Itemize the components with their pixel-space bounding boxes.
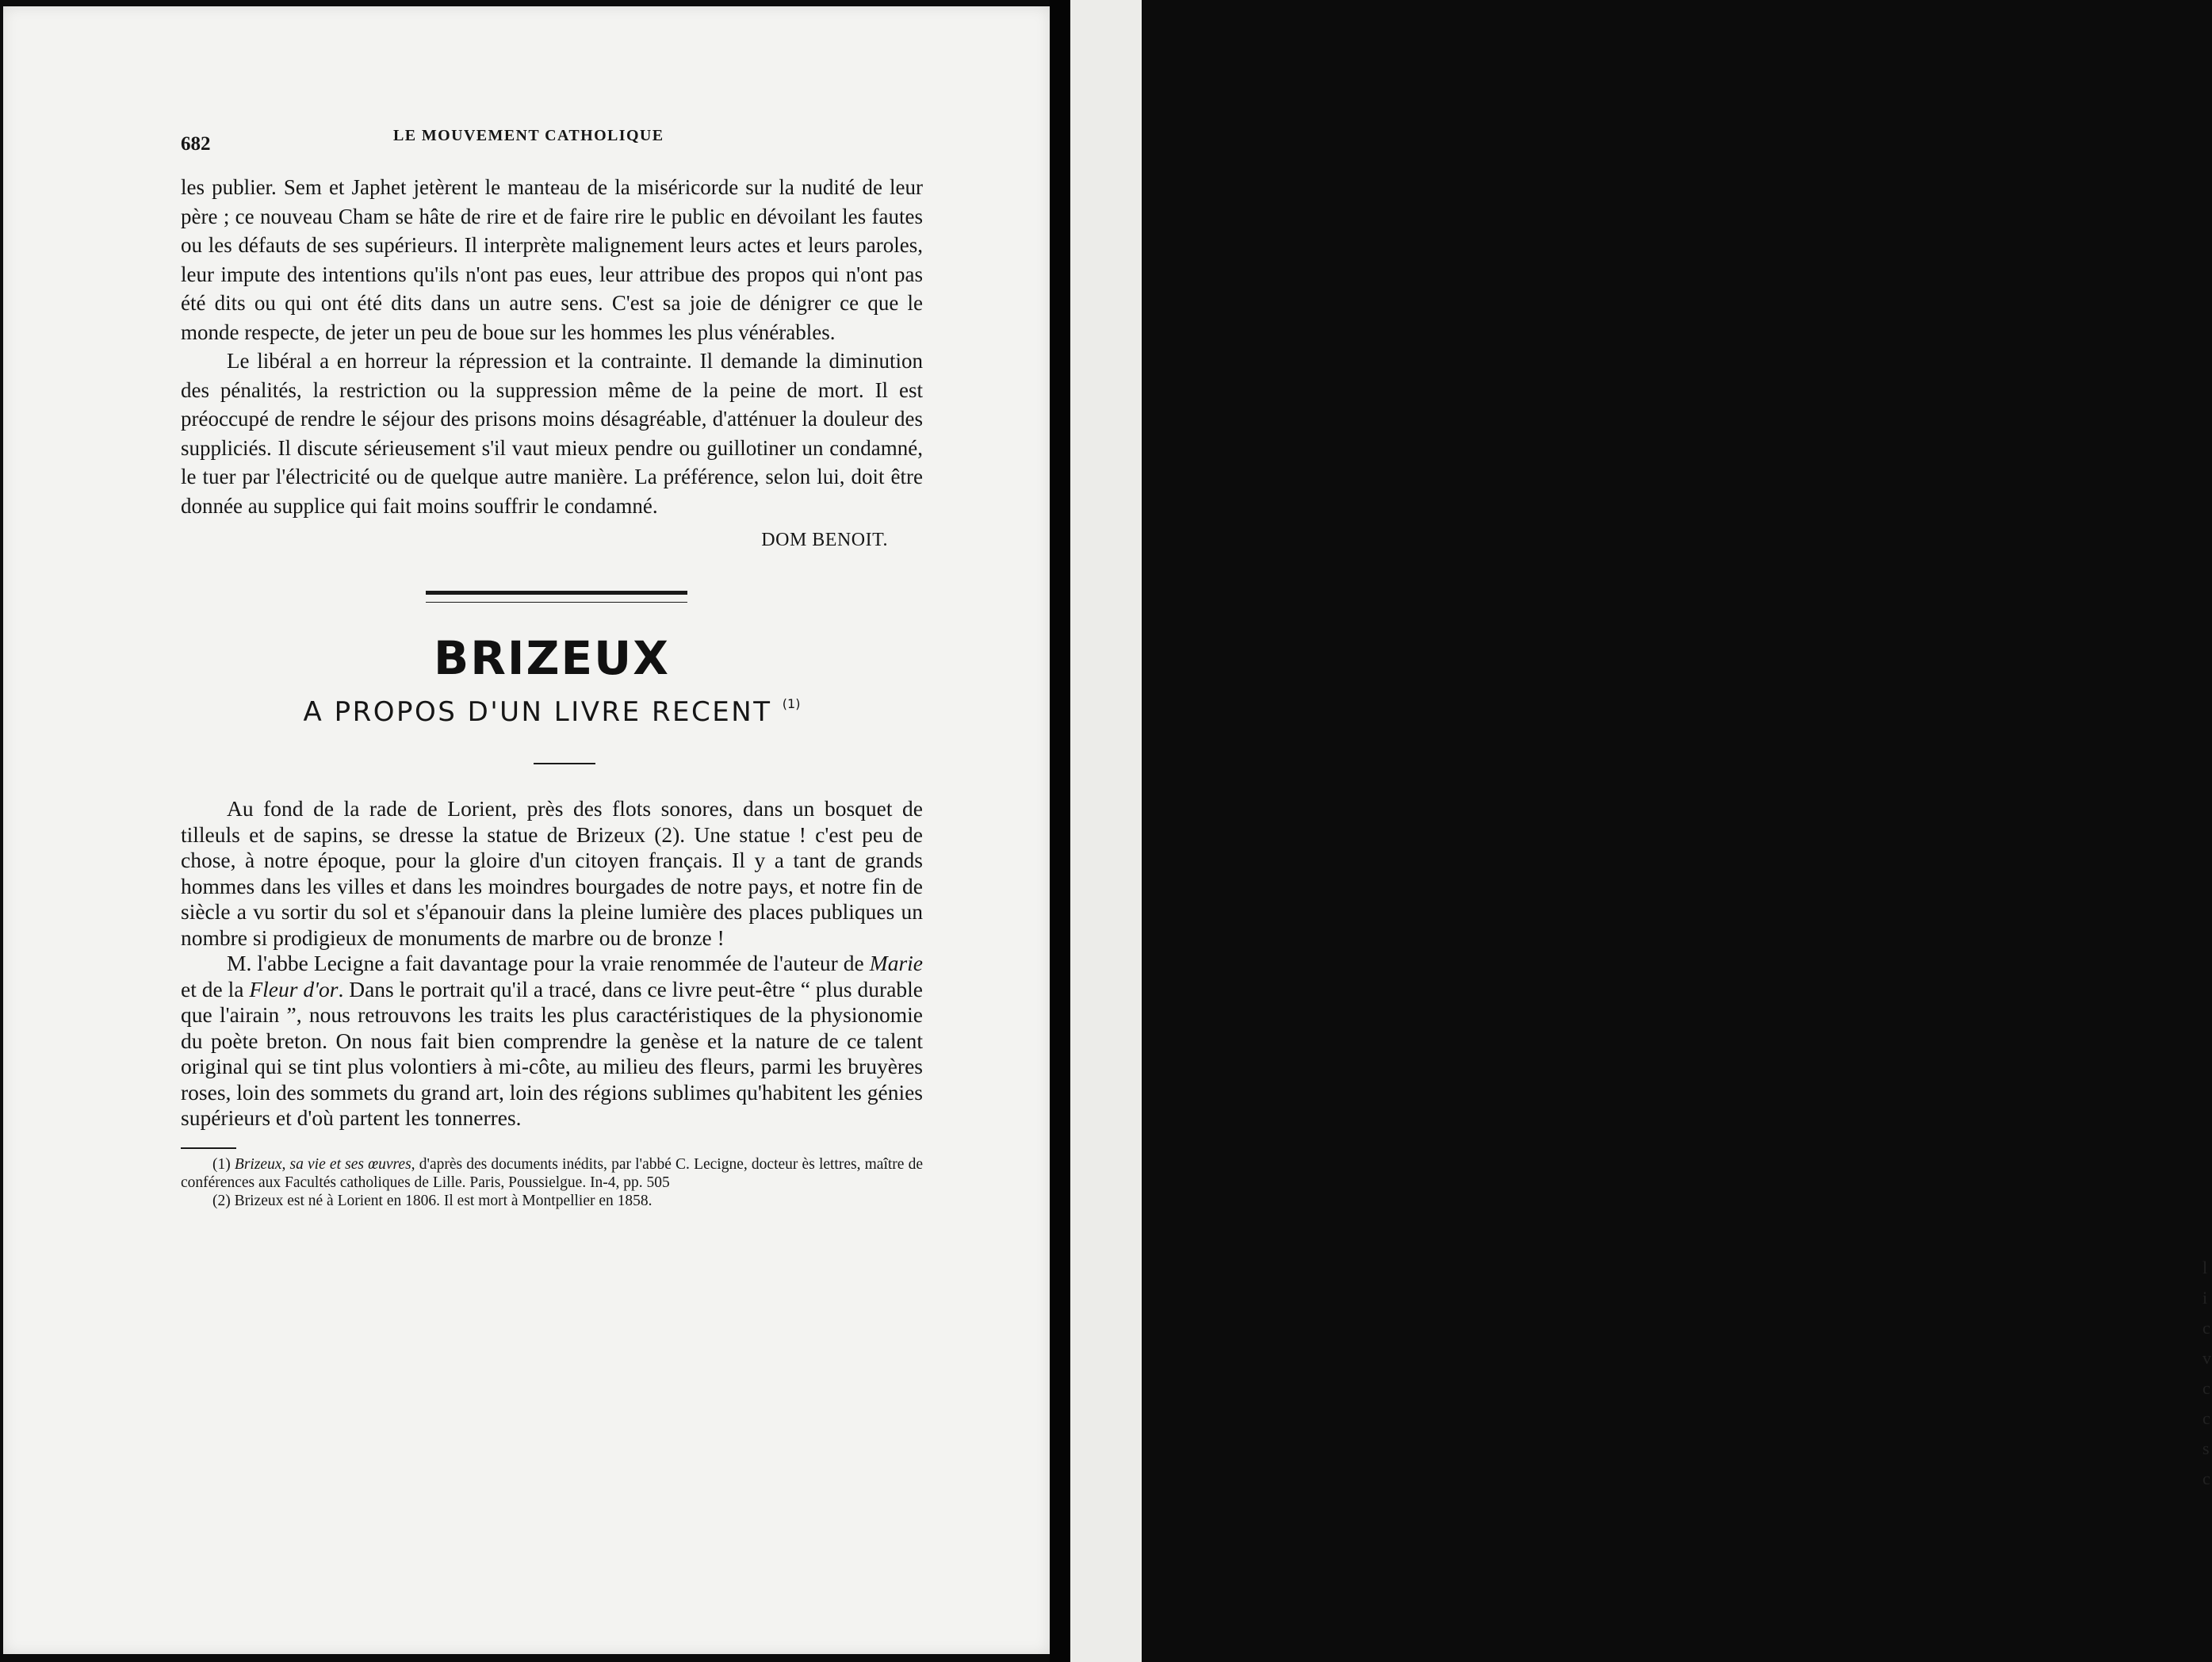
page-content	[181, 119, 923, 1210]
footnote-rule	[181, 1147, 236, 1149]
footnote-marker: (1)	[212, 1155, 231, 1173]
footnote-text: Brizeux est né à Lorient en 1806. Il est mort à Montpellier en 1858.	[230, 1192, 653, 1209]
footnote-reference: (1)	[782, 696, 801, 711]
adjacent-page-letters: l i c v c c s c	[2202, 1258, 2211, 1488]
journal-title: LE MOUVEMENT CATHOLIQUE	[393, 127, 664, 144]
page-gutter	[1050, 0, 1070, 1662]
italic-title: Marie	[869, 951, 923, 975]
article-subtitle	[181, 696, 923, 728]
page-number: 682	[181, 133, 211, 155]
title-rule	[534, 763, 595, 764]
italic-title: Fleur d'or	[249, 976, 339, 1001]
footnote-2	[181, 1192, 923, 1210]
article-body	[181, 796, 923, 1132]
text-run: M. l'abbe Lecigne a fait davantage pour la vraie renommée de l'auteur de	[227, 951, 870, 975]
footnote-1	[181, 1155, 923, 1192]
previous-article-ending	[181, 173, 923, 551]
text-run: et de la	[181, 976, 250, 1001]
running-head	[181, 119, 923, 155]
article-title: BRIZEUX	[434, 631, 670, 685]
footnote-text: d'après des documents inédits, par l'abbé C. Lecigne, docteur ès lettres, maître de conférences aux Facultés catholiques de Lille. Paris, Poussielgue. In-4, pp. 505	[181, 1155, 923, 1191]
paragraph: les publier. Sem et Japhet jetèrent le manteau de la miséricorde sur la nudité de leur père ; ce nouveau Cham se hâte de rire et de faire rire le public en dévoilant les fautes ou les défauts de ses supérieurs. Il interprète malignement leurs actes et leurs paroles, leur impute des intentions qu'ils n'ont pas eues, leur attribue des propos qui n'ont pas été dits ou qui ont été dits dans un autre sens. C'est sa joie de dénigrer ce que le monde respecte, de jeter un peu de boue sur les hommes les plus vénérables.	[181, 175, 923, 344]
subtitle-text: A PROPOS D'UN LIVRE RECENT	[303, 696, 772, 728]
paragraph: Le libéral a en horreur la répression et la contrainte. Il demande la diminution des pénalités, la restriction ou la suppression même de la peine de mort. Il est préoccupé de rendre le séjour des prisons moins désagréable, d'atténuer la douleur des suppliciés. Il discute sérieusement s'il vaut mieux pendre ou guillotiner un condamné, le tuer par l'électricité ou de quelque autre manière. La préférence, selon lui, doit être donnée au supplice qui fait moins souffrir le condamné.	[181, 349, 923, 518]
footnotes	[181, 1155, 923, 1210]
footnote-marker: (2)	[212, 1192, 231, 1209]
section-divider	[426, 591, 687, 603]
adjacent-page-edge	[1070, 0, 2211, 1662]
author-signature: DOM BENOIT.	[761, 530, 888, 550]
text-run: . Dans le portrait qu'il a tracé, dans ce livre peut-être “ plus durable que l'airain ”, nous retrouvons les traits les plus caractéristiques de la physionomie du poète breton. On nous fait bien comprendre la genèse et la nature de ce talent original qui se tint plus volontiers à mi-côte, au milieu des fleurs, parmi les bruyères roses, loin des sommets du grand art, loin des régions sublimes qu'habitent les génies supérieurs et d'où partent les tonnerres.	[181, 976, 923, 1130]
paragraph: Au fond de la rade de Lorient, près des flots sonores, dans un bosquet de tilleuls et de sapins, se dresse la statue de Brizeux (2). Une statue ! c'est peu de chose, à notre époque, pour la gloire d'un citoyen français. Il y a tant de grands hommes dans les villes et dans les moindres bourgades de notre pays, et notre fin de siècle a vu sortir du sol et s'épanouir dans la pleine lumière des places publiques un nombre si prodigieux de monuments de marbre ou de bronze !	[181, 796, 923, 950]
footnote-italic: Brizeux, sa vie et ses œuvres,	[234, 1155, 415, 1173]
paragraph	[181, 951, 923, 1132]
